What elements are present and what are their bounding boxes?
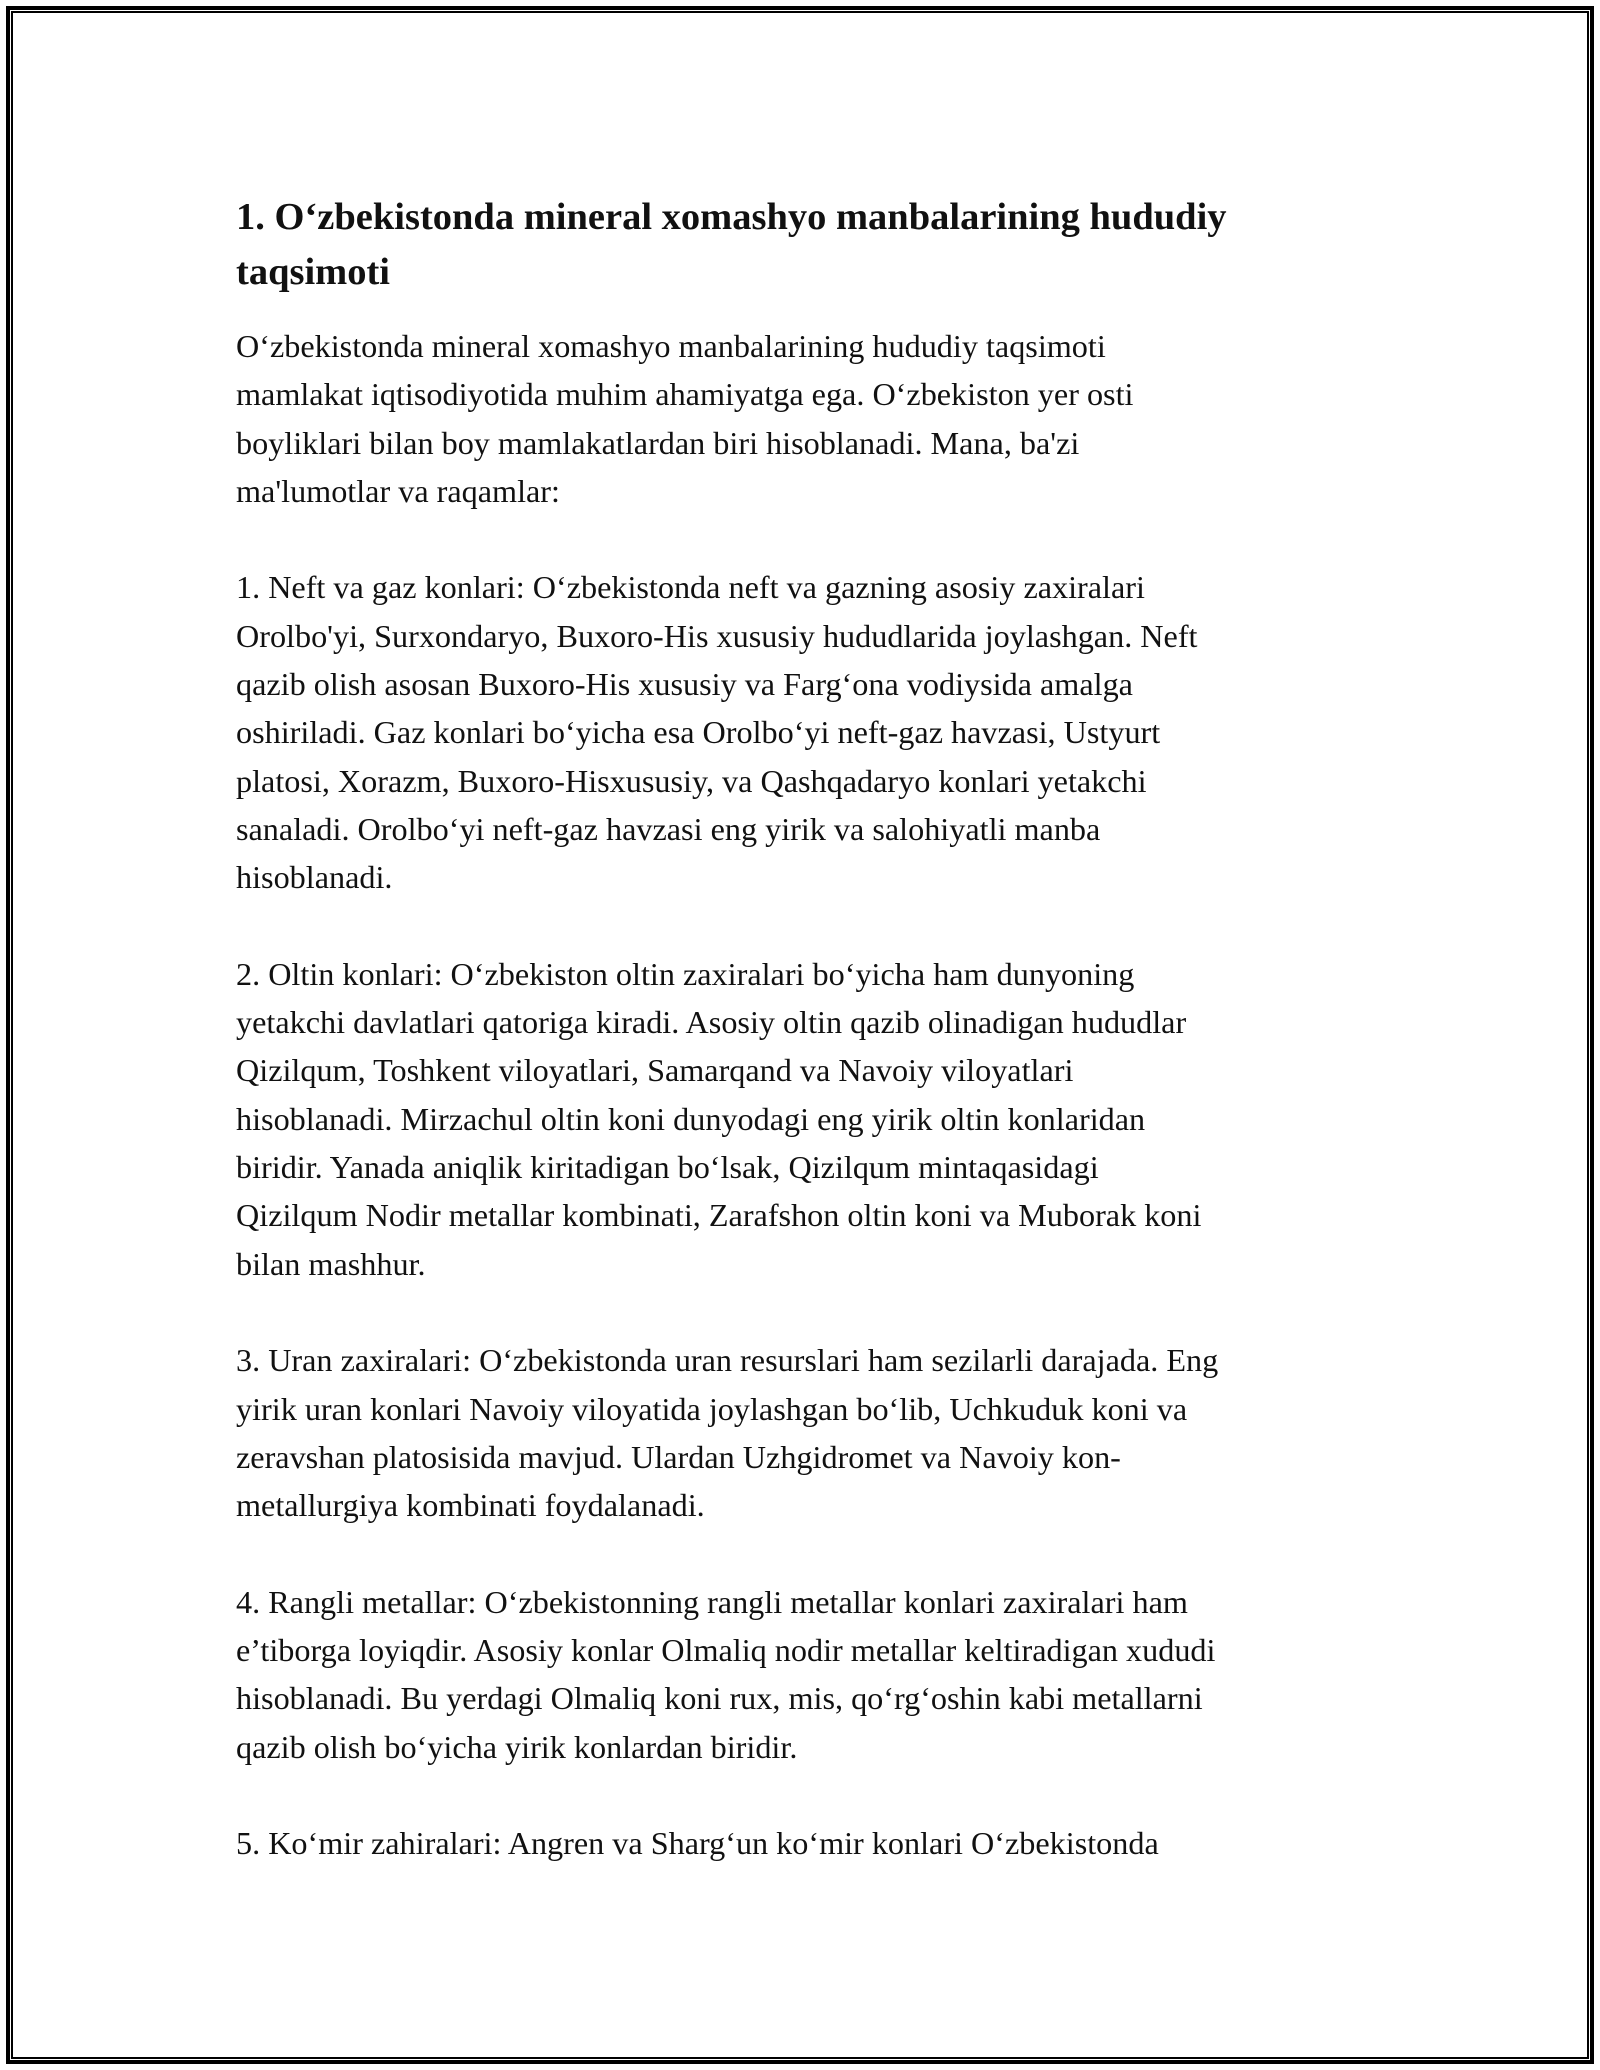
- text-line: 3. Uran zaxiralari: O‘zbekistonda uran resurslari ham sezilarli darajada. Eng: [236, 1342, 1219, 1379]
- text-line: oshiriladi. Gaz konlari bo‘yicha esa Orolbo‘yi neft-gaz havzasi, Ustyurt: [236, 714, 1161, 751]
- text-line: metallurgiya kombinati foydalanadi.: [236, 1487, 705, 1524]
- text-line: 2. Oltin konlari: O‘zbekiston oltin zaxiralari bo‘yicha ham dunyoning: [236, 955, 1135, 992]
- text-line: yetakchi davlatlari qatoriga kiradi. Asosiy oltin qazib olinadigan hududlar: [236, 1004, 1187, 1041]
- paragraph: [236, 1336, 1376, 1529]
- text-line: e’tiborga loyiqdir. Asosiy konlar Olmaliq nodir metallar keltiradigan xududi: [236, 1632, 1216, 1669]
- text-line: O‘zbekistonda mineral xomashyo manbalarining hududiy taqsimoti: [236, 328, 1106, 364]
- text-line: sanaladi. Orolbo‘yi neft-gaz havzasi eng yirik va salohiyatli manba: [236, 810, 1101, 847]
- text-line: zeravshan platosisida mavjud. Ulardan Uzhgidromet va Navoiy kon-: [236, 1438, 1121, 1475]
- text-line: boyliklari bilan boy mamlakatlardan biri hisoblanadi. Mana, ba'zi: [236, 424, 1080, 461]
- paragraph: [236, 1578, 1376, 1771]
- text-line: bilan mashhur.: [236, 1245, 426, 1282]
- paragraph: [236, 563, 1376, 901]
- text-line: Qizilqum Nodir metallar kombinati, Zarafshon oltin koni va Muborak koni: [236, 1197, 1202, 1234]
- text-line: yirik uran konlari Navoiy viloyatida joylashgan bo‘lib, Uchkuduk koni va: [236, 1390, 1188, 1427]
- document-body: [236, 190, 1376, 1868]
- text-line: Orolbo'yi, Surxondaryo, Buxoro-His xususiy hududlarida joylashgan. Neft: [236, 617, 1198, 654]
- text-line: ma'lumotlar va raqamlar:: [236, 472, 560, 509]
- text-line: hisoblanadi. Bu yerdagi Olmaliq koni rux, mis, qo‘rg‘oshin kabi metallarni: [236, 1680, 1203, 1717]
- section-heading: 1. O‘zbekistonda mineral xomashyo manbalarining hududiy taqsimoti: [236, 196, 1227, 293]
- paragraph: [236, 1819, 1376, 1867]
- paragraph-list: [236, 322, 1376, 1868]
- text-line: Qizilqum, Toshkent viloyatlari, Samarqand va Navoiy viloyatlari: [236, 1052, 1074, 1089]
- text-line: 1. Neft va gaz konlari: O‘zbekistonda neft va gazning asosiy zaxiralari: [236, 569, 1145, 606]
- text-line: hisoblanadi.: [236, 859, 393, 896]
- text-line: 4. Rangli metallar: O‘zbekistonning rangli metallar konlari zaxiralari ham: [236, 1583, 1188, 1620]
- text-line: qazib olish bo‘yicha yirik konlardan biridir.: [236, 1728, 798, 1765]
- text-line: biridir. Yanada aniqlik kiritadigan bo‘lsak, Qizilqum mintaqasidagi: [236, 1149, 1099, 1186]
- paragraph: [236, 322, 1376, 515]
- text-line: hisoblanadi. Mirzachul oltin koni dunyodagi eng yirik oltin konlaridan: [236, 1100, 1146, 1137]
- paragraph: [236, 950, 1376, 1288]
- text-line: qazib olish asosan Buxoro-His xususiy va Farg‘ona vodiysida amalga: [236, 666, 1133, 703]
- text-line: 5. Ko‘mir zahiralari: Angren va Sharg‘un ko‘mir konlari O‘zbekistonda: [236, 1825, 1159, 1862]
- text-line: platosi, Xorazm, Buxoro-Hisxususiy, va Qashqadaryo konlari yetakchi: [236, 762, 1147, 799]
- text-line: mamlakat iqtisodiyotida muhim ahamiyatga ega. O‘zbekiston yer osti: [236, 376, 1134, 413]
